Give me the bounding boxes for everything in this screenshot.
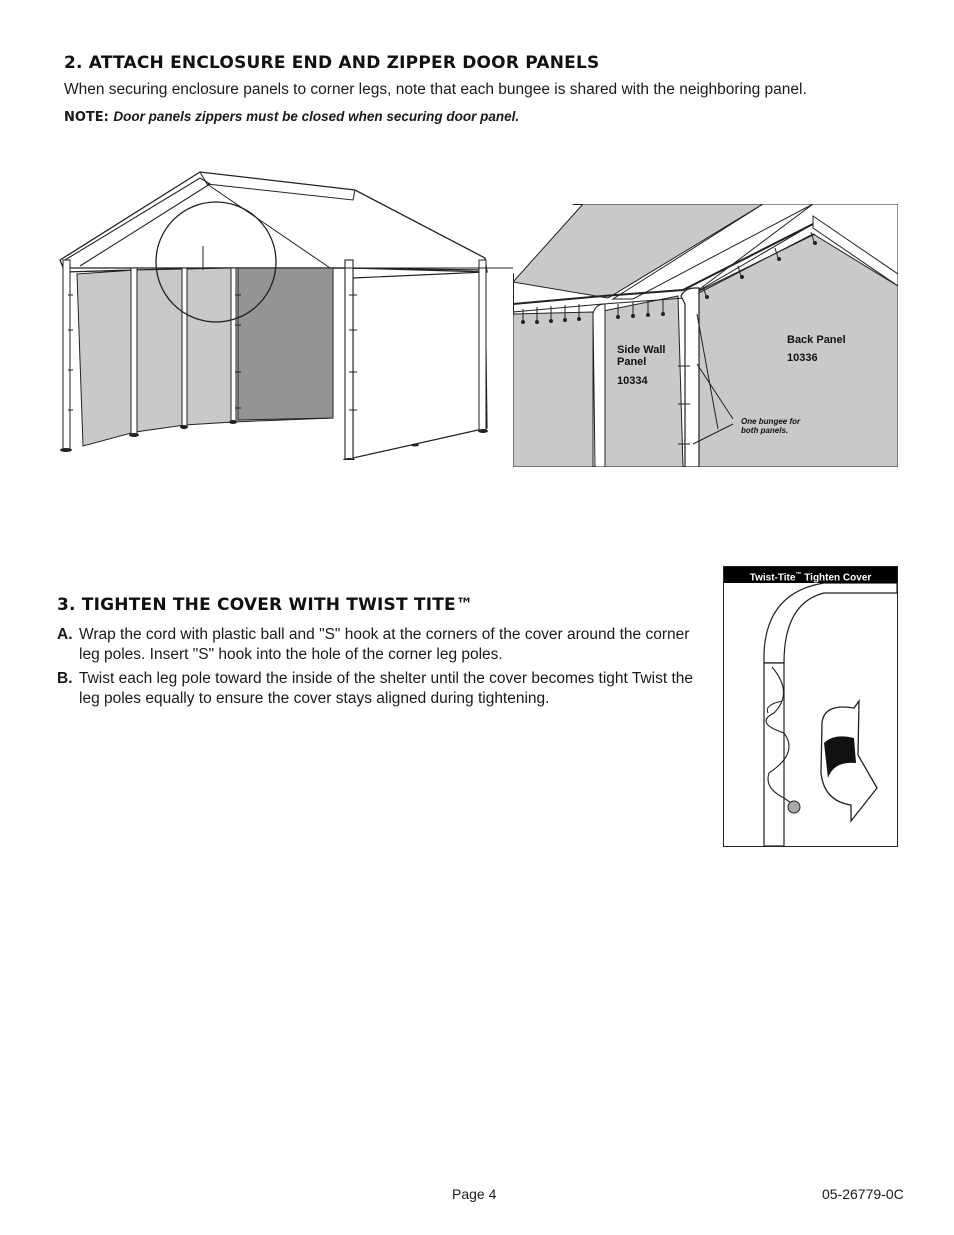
bungee-note [741, 417, 800, 435]
note-label: NOTE: [64, 110, 109, 125]
note-text: Door panels zippers must be closed when securing door panel. [113, 109, 520, 124]
twist-tite-header-action: Tighten Cover [801, 572, 872, 584]
section-2-intro: When securing enclosure panels to corner legs, note that each bungee is shared with the neighboring panel. [64, 81, 807, 98]
side-wall-label-line1: Side Wall [617, 344, 666, 356]
section-2-note [64, 108, 519, 126]
section-3-title: 3. TIGHTEN THE COVER WITH TWIST TITE™ [57, 595, 474, 615]
step-a [57, 625, 707, 665]
twist-tite-figure [723, 566, 898, 847]
back-panel-label: Back Panel [787, 334, 846, 346]
side-wall-part-number: 10334 [617, 375, 648, 387]
step-b-text: Twist each leg pole toward the inside of the shelter until the cover becomes tight Twist the leg poles equally to ensure the cover stays aligned during tightening. [79, 670, 694, 707]
page-number: Page 4 [452, 1186, 497, 1202]
back-panel-part-number: 10336 [787, 352, 818, 364]
step-a-text: Wrap the cord with plastic ball and "S" hook at the corners of the cover around the corner leg poles. Insert "S" hook into the hole of the corner leg poles. [79, 626, 690, 663]
twist-tite-header-tm: ™ [795, 572, 802, 578]
step-b [57, 669, 707, 709]
bungee-note-line2: both panels. [741, 426, 789, 435]
twist-tite-header-name: Twist-Tite [749, 572, 796, 584]
shelter-overview-illustration [55, 160, 525, 460]
side-wall-label-line2: Panel [617, 356, 647, 368]
section-2-title: 2. ATTACH ENCLOSURE END AND ZIPPER DOOR PANELS [64, 53, 600, 73]
document-number: 05-26779-0C [822, 1186, 904, 1202]
twist-tite-illustration [724, 583, 897, 846]
step-b-label: B. [57, 670, 73, 687]
twist-tite-header [724, 567, 897, 583]
side-wall-label [617, 344, 666, 368]
bungee-note-line1: One bungee for [741, 417, 801, 426]
step-a-label: A. [57, 626, 73, 643]
